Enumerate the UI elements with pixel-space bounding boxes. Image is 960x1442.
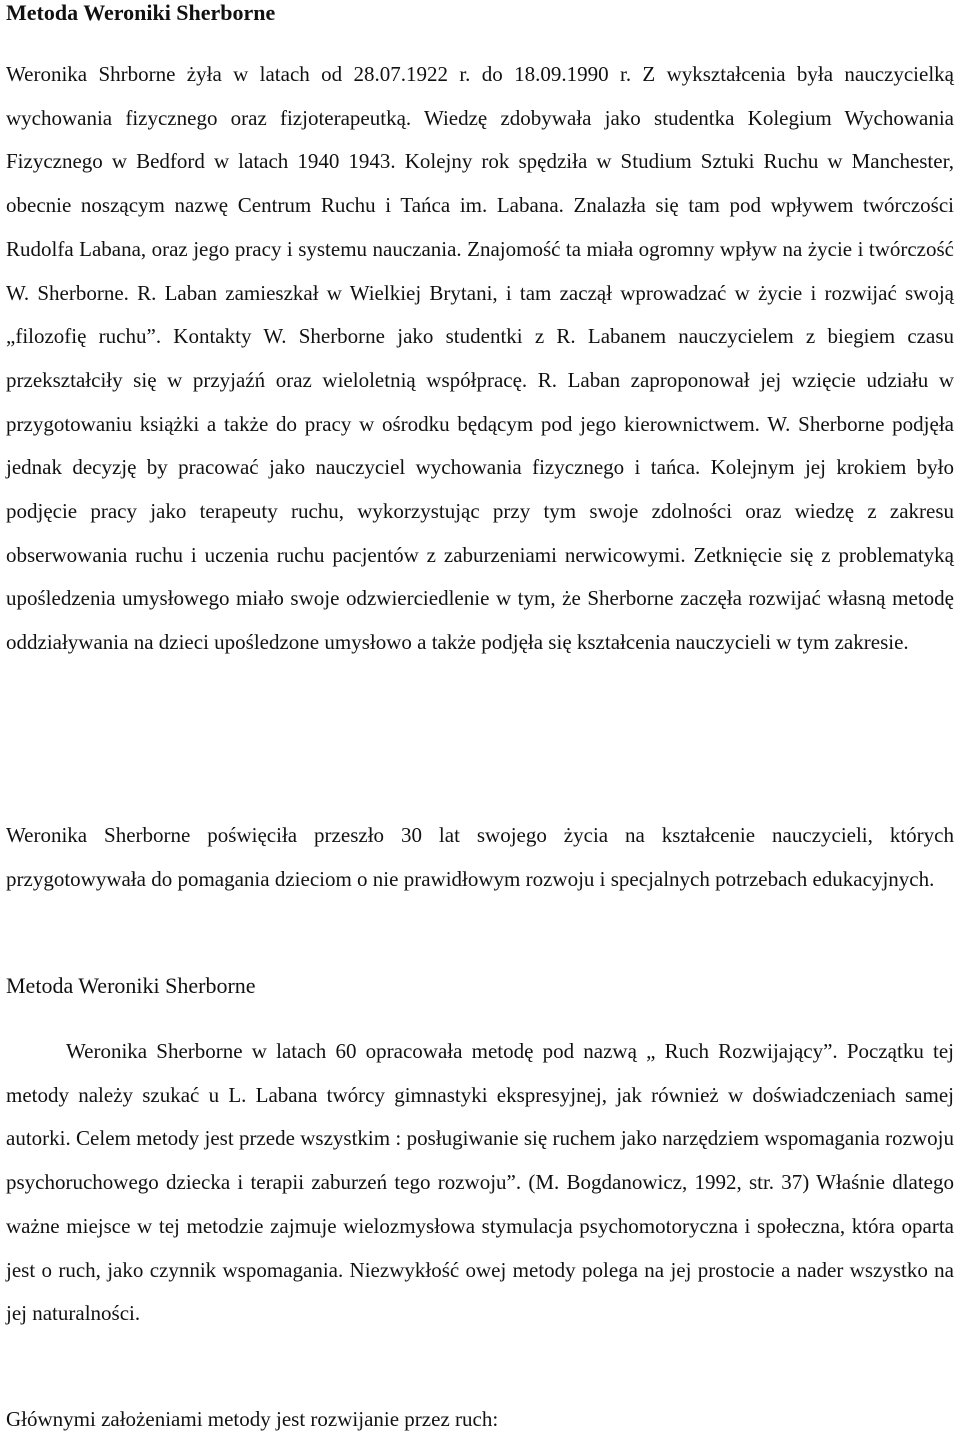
- document-title: Metoda Weroniki Sherborne: [6, 0, 276, 25]
- paragraph-biography: Weronika Shrborne żyła w latach od 28.07.1922 r. do 18.09.1990 r. Z wykształcenia była nauczycielką wychowania fizycznego oraz fizjoterapeutką. Wiedzę zdobywała jako studentka Kolegium Wychowania Fizycznego w Bedford w latach 1940 1943. Kolejny rok spędziła w Studium Sztuki Ruchu w Manchester, obecnie noszącym nazwę Centrum Ruchu i Tańca im. Labana. Znalazła się tam pod wpływem twórczości Rudolfa Labana, oraz jego pracy i systemu nauczania. Znajomość ta miała ogromny wpływ na życie i twórczość W. Sherborne. R. Laban zamieszkał w Wielkiej Brytani, i tam zaczął wprowadzać w życie i rozwijać swoją „filozofię ruchu”. Kontakty W. Sherborne jako studentki z R. Labanem nauczycielem z biegiem czasu przekształciły się w przyjaźń oraz wieloletnią współpracę. R. Laban zaproponował jej wzięcie udziału w przygotowaniu książki a także do pracy w ośrodku będącym pod jego kierownictwem. W. Sherborne podjęła jednak decyzję by pracować jako nauczyciel wychowania fizycznego i tańca. Kolejnym jej krokiem było podjęcie pracy jako terapeuty ruchu, wykorzystując przy tym swoje zdolności oraz wiedzę z zakresu obserwowania ruchu i uczenia ruchu pacjentów z zaburzeniami nerwicowymi. Zetknięcie się z problematyką upośledzenia umysłowego miało swoje odzwierciedlenie w tym, że Sherborne zaczęła rozwijać własną metodę oddziaływania na dzieci upośledzone umysłowo a także podjęła się kształcenia nauczycieli w tym zakresie.: [6, 62, 954, 655]
- paragraph-method-description: Weronika Sherborne w latach 60 opracowała metodę pod nazwą „ Ruch Rozwijający”. Początku tej metody należy szukać u L. Labana twórcy gimnastyki ekspresyjnej, jak również w doświadczeniach samej autorki. Celem metody jest przede wszystkim : posługiwanie się ruchem jako narzędziem wspomagania rozwoju psychoruchowego dziecka i terapii zaburzeń tego rozwoju”. (M. Bogdanowicz, 1992, str. 37) Właśnie dlatego ważne miejsce w tej metodzie zajmuje wielozmysłowa stymulacja psychomotoryczna i społeczna, która oparta jest o ruch, jako czynnik wspomagania. Niezwykłość owej metody polega na jej prostocie a nader wszystko na jej naturalności.: [6, 1039, 954, 1326]
- paragraph-main-assumptions: Głównymi założeniami metody jest rozwijanie przez ruch:: [6, 1407, 499, 1431]
- paragraph-teacher-training: Weronika Sherborne poświęciła przeszło 30 lat swojego życia na kształcenie nauczycieli, których przygotowywała do pomagania dzieciom o nie prawidłowym rozwoju i specjalnych potrzebach edukacyjnych.: [6, 823, 954, 891]
- section-heading: Metoda Weroniki Sherborne: [6, 973, 256, 998]
